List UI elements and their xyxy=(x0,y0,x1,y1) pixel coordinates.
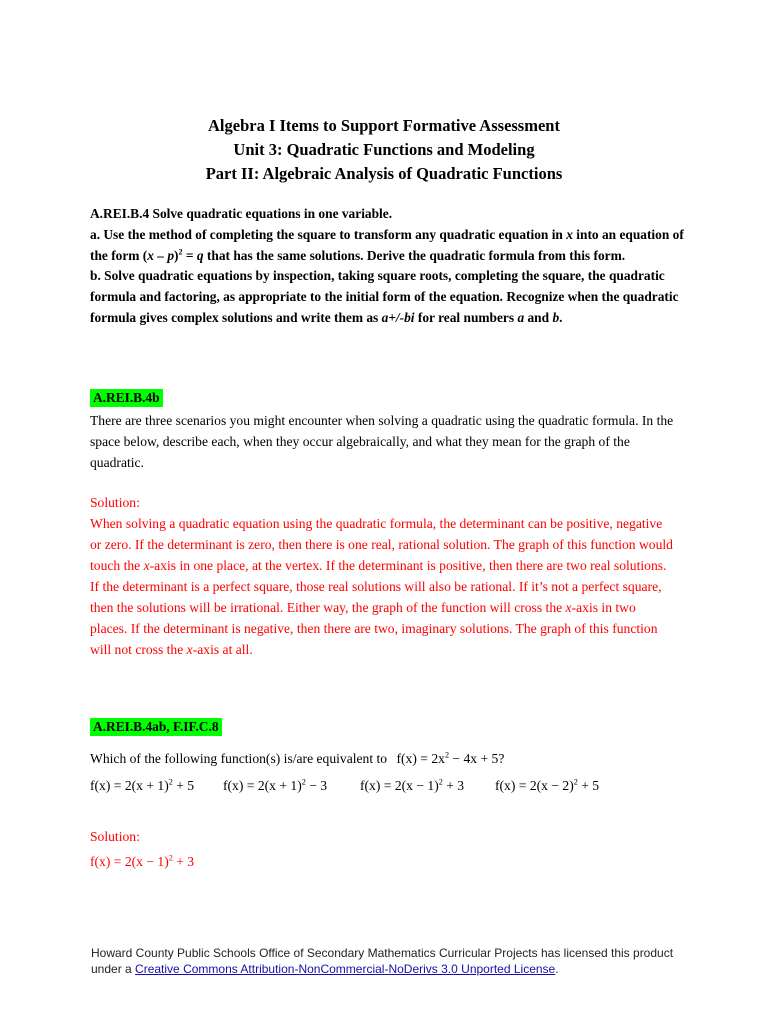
document-title-block xyxy=(0,114,768,186)
variable-expression: x – p xyxy=(147,247,175,263)
math-fragment: f(x) = 2x xyxy=(396,751,445,766)
math-fragment: + 5 xyxy=(577,778,600,793)
text-fragment: -axis at all. xyxy=(192,642,253,657)
math-fragment: f(x) = 2(x + 1) xyxy=(223,778,302,793)
text-fragment: and xyxy=(524,309,553,325)
item2-question xyxy=(90,748,675,769)
text-fragment: -axis in one place, at the vertex. If the determinant is positive, then there are two real solutions. If the determinant is a perfect square, those real solutions will also be rational. If it’s not a perfect square, then the solutions will be irrational. Either way, the graph of the function will cross the xyxy=(90,558,667,615)
question-text: Which of the following function(s) is/are equivalent to xyxy=(90,751,388,766)
answer-options xyxy=(90,778,690,794)
complex-form: a+/-bi xyxy=(381,309,415,325)
text-fragment: . xyxy=(559,309,563,325)
math-fragment: + 5 xyxy=(172,778,195,793)
math-fragment: + 3 xyxy=(172,854,195,869)
item1-solution xyxy=(90,492,675,660)
exponent: 2 xyxy=(301,777,306,787)
text-fragment: into an equation of the form ( xyxy=(90,226,684,263)
math-fragment: − 3 xyxy=(305,778,328,793)
answer-function xyxy=(90,854,194,869)
solution-answer xyxy=(90,851,675,872)
variable-x: x xyxy=(565,600,572,615)
standard-tag-1: A.REI.B.4b xyxy=(90,389,163,407)
standard-part-b xyxy=(90,266,690,328)
standard-heading: A.REI.B.4 Solve quadratic equations in one variable. xyxy=(90,206,393,221)
exponent: 2 xyxy=(168,777,173,787)
footer-text: Howard County Public Schools Office of Secondary Mathematics Curricular Projects has licensed this product under a xyxy=(91,946,674,976)
text-fragment: -axis in two places. If the determinant is negative, then there are two, imaginary solutions. The graph of this function will not cross the xyxy=(90,600,658,657)
text-fragment: = xyxy=(182,247,197,263)
option-1 xyxy=(90,778,223,794)
math-fragment: f(x) = 2(x − 2) xyxy=(495,778,574,793)
text-fragment: b. Solve quadratic equations by inspection, taking square roots, completing the square, the quadratic formula and factoring, as appropriate to the initial form of the equation. Recognize when the quadratic formula gives complex solutions and write them as xyxy=(90,268,679,325)
title-line-2: Unit 3: Quadratic Functions and Modeling xyxy=(233,140,535,159)
math-fragment: f(x) = 2(x − 1) xyxy=(90,854,169,869)
title-line-1: Algebra I Items to Support Formative Assessment xyxy=(208,116,560,135)
title-line-3: Part II: Algebraic Analysis of Quadratic Functions xyxy=(205,164,563,183)
footer-text: . xyxy=(555,962,559,976)
standard-description xyxy=(90,204,690,329)
variable-q: q xyxy=(196,247,204,263)
text-fragment: a. Use the method of completing the square to transform any quadratic equation in xyxy=(90,226,567,242)
standard-tag-2: A.REI.B.4ab, F.IF.C.8 xyxy=(90,718,222,736)
item2-solution xyxy=(90,826,675,872)
exponent: 2 xyxy=(168,853,173,863)
question-mark: ? xyxy=(498,751,505,766)
variable-a: a xyxy=(517,309,525,325)
variable-x: x xyxy=(143,558,150,573)
exponent: 2 xyxy=(438,777,443,787)
text-fragment: for real numbers xyxy=(414,309,518,325)
standard-part-a xyxy=(90,225,690,267)
option-4 xyxy=(495,778,635,794)
math-fragment: f(x) = 2(x − 1) xyxy=(360,778,439,793)
license-footer xyxy=(91,945,691,977)
option-3 xyxy=(360,778,495,794)
solution-label: Solution: xyxy=(90,829,140,844)
math-fragment: f(x) = 2(x + 1) xyxy=(90,778,169,793)
variable-x: x xyxy=(186,642,193,657)
math-fragment: − 4x + 5 xyxy=(449,751,499,766)
exponent: 2 xyxy=(573,777,578,787)
target-function xyxy=(397,751,499,766)
text-fragment: that has the same solutions. Derive the quadratic formula from this form. xyxy=(203,247,626,263)
solution-label: Solution: xyxy=(90,495,140,510)
math-fragment: + 3 xyxy=(442,778,465,793)
option-2 xyxy=(223,778,360,794)
text-fragment: When solving a quadratic equation using the quadratic formula, the determinant can be positive, negative or zero. If the determinant is zero, then there is one real, rational solution. The graph of this function would touch the xyxy=(90,516,673,573)
solution-text xyxy=(90,513,675,660)
license-link[interactable]: Creative Commons Attribution-NonCommercial-NoDerivs 3.0 Unported License xyxy=(135,962,556,976)
exponent: 2 xyxy=(178,247,183,257)
variable-x: x xyxy=(566,226,573,242)
variable-b: b xyxy=(552,309,560,325)
item1-question: There are three scenarios you might encounter when solving a quadratic using the quadratic formula. In the space below, describe each, when they occur algebraically, and what they mean for the graph of the quadratic. xyxy=(90,413,674,470)
text-fragment: ) xyxy=(174,247,179,263)
exponent: 2 xyxy=(444,750,450,760)
